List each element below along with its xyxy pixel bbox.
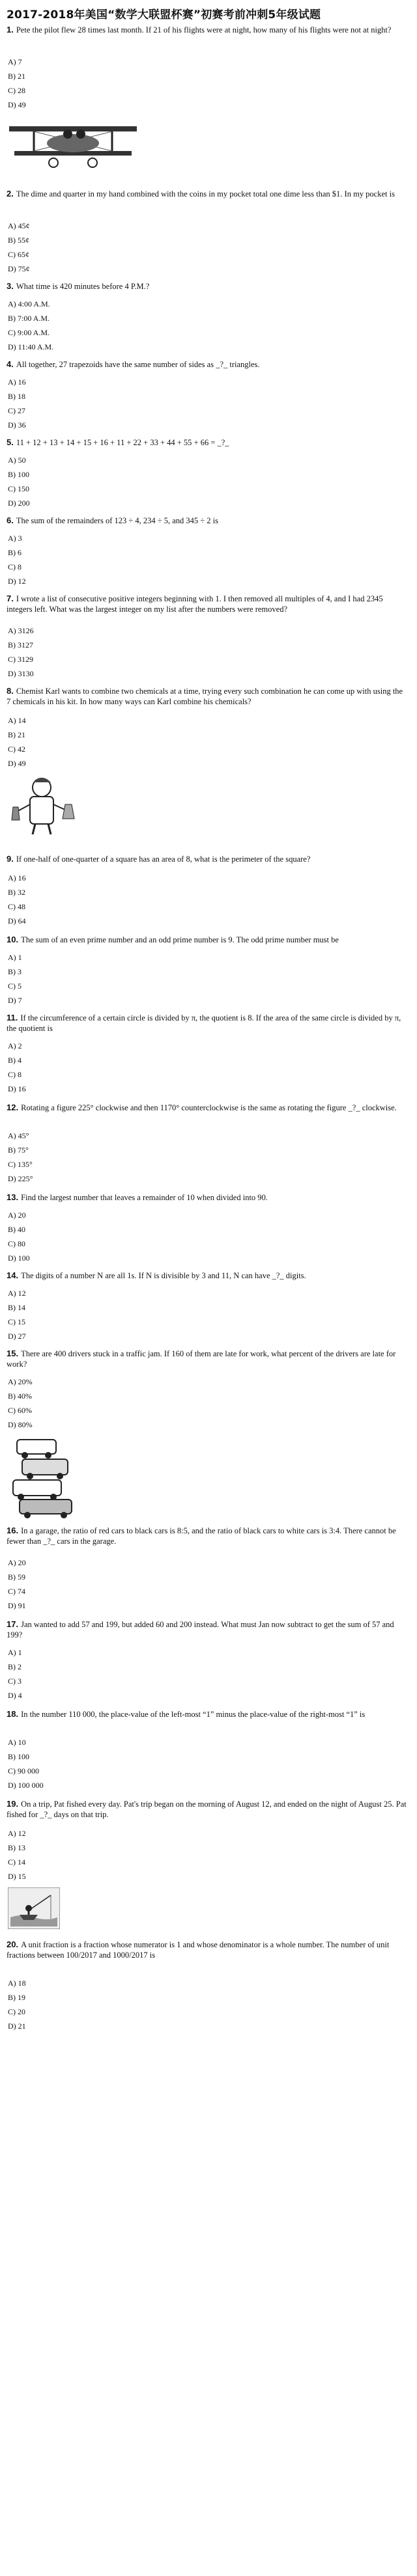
question-10 xyxy=(7,935,407,945)
option-d: D) 100 xyxy=(8,1254,30,1263)
option-a: A) 3126 xyxy=(8,626,34,635)
option-a: A) 18 xyxy=(8,1979,26,1988)
option-d: D) 75¢ xyxy=(8,264,30,273)
question-text: The sum of an even prime number and an odd prime number is 9. The odd prime number must be xyxy=(21,935,339,944)
question-number: 4. xyxy=(7,359,14,369)
question-text: In a garage, the ratio of red cars to black cars is 8:5, and the ratio of black cars to white cars is 3:4. There cannot be fewer than _?_ cars in the garage. xyxy=(7,1526,396,1546)
option-c: C) 135° xyxy=(8,1160,33,1169)
question-text: If one-half of one-quarter of a square has an area of 8, what is the perimeter of the square? xyxy=(16,855,311,864)
option-c: C) 3129 xyxy=(8,655,33,664)
option-b: B) 40% xyxy=(8,1391,32,1401)
option-d: D) 100 000 xyxy=(8,1781,44,1790)
option-a: A) 1 xyxy=(8,953,22,962)
option-a: A) 16 xyxy=(8,873,26,883)
option-a: A) 20 xyxy=(8,1558,26,1567)
question-16 xyxy=(7,1526,407,1546)
option-a: A) 20 xyxy=(8,1211,26,1220)
question-9 xyxy=(7,854,407,864)
chemist-illustration xyxy=(8,774,79,836)
question-14 xyxy=(7,1270,407,1281)
question-20 xyxy=(7,1939,407,1960)
question-number: 6. xyxy=(7,515,14,525)
question-text: Find the largest number that leaves a remainder of 10 when divided into 90. xyxy=(21,1193,268,1202)
question-number: 7. xyxy=(7,594,14,603)
traffic-jam-illustration xyxy=(8,1436,79,1519)
question-3 xyxy=(7,281,407,292)
option-b: B) 32 xyxy=(8,888,25,897)
option-a: A) 3 xyxy=(8,534,22,543)
option-a: A) 50 xyxy=(8,456,26,465)
option-d: D) 36 xyxy=(8,420,26,430)
option-a: A) 16 xyxy=(8,377,26,387)
question-number: 2. xyxy=(7,189,14,199)
question-17 xyxy=(7,1619,407,1640)
question-6 xyxy=(7,515,407,526)
question-5 xyxy=(7,437,407,448)
question-text: Rotating a figure 225° clockwise and then 1170° counterclockwise is the same as rotating the figure _?_ clockwise. xyxy=(21,1103,397,1112)
option-d: D) 49 xyxy=(8,100,26,109)
question-number: 8. xyxy=(7,686,14,696)
option-d: D) 4 xyxy=(8,1691,22,1700)
question-text: On a trip, Pat fished every day. Pat's trip began on the morning of August 12, and ended on the night of August 25. Pat fished for _?_ days on that trip. xyxy=(7,1800,407,1819)
option-d: D) 225° xyxy=(8,1174,33,1183)
option-b: B) 40 xyxy=(8,1225,25,1234)
option-c: C) 65¢ xyxy=(8,250,29,259)
option-d: D) 15 xyxy=(8,1872,26,1881)
question-number: 16. xyxy=(7,1526,19,1535)
option-b: B) 13 xyxy=(8,1843,25,1852)
option-b: B) 7:00 A.M. xyxy=(8,314,50,323)
question-text: I wrote a list of consecutive positive integers beginning with 1. I then removed all multiples of 4, and I had 2345 integers left. What was the largest integer on my list after the numbers were removed? xyxy=(7,594,383,614)
option-b: B) 21 xyxy=(8,72,25,81)
option-b: B) 14 xyxy=(8,1303,25,1312)
question-number: 3. xyxy=(7,281,14,291)
option-a: A) 7 xyxy=(8,57,22,66)
page-title: 2017-2018年美国“数学大联盟杯赛”初赛考前冲刺5年级试题 xyxy=(7,8,321,21)
option-b: B) 2 xyxy=(8,1662,22,1671)
question-19 xyxy=(7,1799,407,1820)
option-d: D) 21 xyxy=(8,2021,26,2031)
question-text: Chemist Karl wants to combine two chemicals at a time, trying every such combination he can come up with using the 7 chemicals in his kit. In how many ways can Karl combine his chemicals? xyxy=(7,687,403,706)
question-text: There are 400 drivers stuck in a traffic jam. If 160 of them are late for work, what percent of the drivers are late for work? xyxy=(7,1349,396,1369)
option-b: B) 3127 xyxy=(8,640,33,650)
question-text: A unit fraction is a fraction whose numerator is 1 and whose denominator is a whole number. The number of unit fractions between 100/2017 and 1000/2017 is xyxy=(7,1940,390,1960)
question-1 xyxy=(7,25,407,35)
option-c: C) 150 xyxy=(8,484,29,493)
question-18 xyxy=(7,1709,407,1720)
option-a: A) 4:00 A.M. xyxy=(8,299,50,308)
question-number: 19. xyxy=(7,1799,19,1809)
question-4 xyxy=(7,359,407,370)
option-b: B) 100 xyxy=(8,1752,29,1761)
question-text: Pete the pilot flew 28 times last month. If 21 of his flights were at night, how many of his flights were not at night? xyxy=(16,25,392,34)
option-d: D) 7 xyxy=(8,996,22,1005)
question-13 xyxy=(7,1192,407,1203)
question-2 xyxy=(7,189,407,199)
option-c: C) 14 xyxy=(8,1857,25,1867)
option-c: C) 27 xyxy=(8,406,25,415)
question-text: If the circumference of a certain circle is divided by π, the quotient is 8. If the area of the same circle is divided by π, the quotient is xyxy=(7,1013,401,1033)
option-b: B) 3 xyxy=(8,967,22,976)
option-d: D) 27 xyxy=(8,1332,26,1341)
option-d: D) 91 xyxy=(8,1601,26,1610)
question-11 xyxy=(7,1013,407,1034)
option-b: B) 55¢ xyxy=(8,236,29,245)
question-number: 18. xyxy=(7,1709,19,1719)
option-d: D) 49 xyxy=(8,759,26,768)
option-b: B) 59 xyxy=(8,1572,25,1582)
option-d: D) 200 xyxy=(8,499,30,508)
question-12 xyxy=(7,1103,407,1113)
question-number: 11. xyxy=(7,1013,18,1022)
option-c: C) 5 xyxy=(8,981,22,991)
question-number: 13. xyxy=(7,1192,19,1202)
question-text: The sum of the remainders of 123 ÷ 4, 234 ÷ 5, and 345 ÷ 2 is xyxy=(16,516,218,525)
question-text: All together, 27 trapezoids have the same number of sides as _?_ triangles. xyxy=(16,360,260,369)
option-c: C) 60% xyxy=(8,1406,32,1415)
question-number: 15. xyxy=(7,1349,19,1358)
option-d: D) 11:40 A.M. xyxy=(8,342,54,351)
option-b: B) 100 xyxy=(8,470,29,479)
option-b: B) 6 xyxy=(8,548,22,557)
option-a: A) 14 xyxy=(8,716,26,725)
question-number: 5. xyxy=(7,437,14,447)
option-c: C) 3 xyxy=(8,1677,22,1686)
question-number: 14. xyxy=(7,1270,19,1280)
option-c: C) 9:00 A.M. xyxy=(8,328,50,337)
option-a: A) 1 xyxy=(8,1648,22,1657)
option-c: C) 42 xyxy=(8,745,25,754)
option-c: C) 90 000 xyxy=(8,1766,39,1775)
question-15 xyxy=(7,1349,407,1369)
option-c: C) 8 xyxy=(8,1070,22,1079)
option-a: A) 2 xyxy=(8,1041,22,1050)
option-b: B) 4 xyxy=(8,1056,22,1065)
question-7 xyxy=(7,594,407,614)
option-c: C) 28 xyxy=(8,86,25,95)
question-text: Jan wanted to add 57 and 199, but added 60 and 200 instead. What must Jan now subtract to get the sum of 57 and 199? xyxy=(7,1620,394,1639)
option-a: A) 20% xyxy=(8,1377,33,1386)
question-text: What time is 420 minutes before 4 P.M.? xyxy=(16,282,150,291)
option-a: A) 12 xyxy=(8,1829,26,1838)
option-d: D) 3130 xyxy=(8,669,34,678)
option-a: A) 45¢ xyxy=(8,221,30,230)
question-8 xyxy=(7,686,407,707)
option-b: B) 21 xyxy=(8,730,25,739)
question-number: 1. xyxy=(7,25,14,34)
option-a: A) 10 xyxy=(8,1738,26,1747)
option-d: D) 80% xyxy=(8,1420,33,1429)
option-d: D) 16 xyxy=(8,1084,26,1093)
question-number: 20. xyxy=(7,1939,19,1949)
option-c: C) 15 xyxy=(8,1317,25,1326)
question-number: 12. xyxy=(7,1103,19,1112)
option-c: C) 8 xyxy=(8,562,22,571)
option-c: C) 20 xyxy=(8,2007,25,2016)
question-text: The dime and quarter in my hand combined with the coins in my pocket total one dime less than $1. In my pocket is xyxy=(16,189,395,199)
question-text: In the number 110 000, the place-value of the left-most “1” minus the place-value of the right-most “1” is xyxy=(21,1710,366,1719)
question-number: 17. xyxy=(7,1619,19,1629)
option-b: B) 19 xyxy=(8,1993,25,2002)
option-d: D) 64 xyxy=(8,916,26,925)
question-number: 9. xyxy=(7,854,14,864)
fishing-illustration xyxy=(8,1887,60,1929)
question-text: 11 + 12 + 13 + 14 + 15 + 16 + 11 + 22 + 33 + 44 + 55 + 66 = _?_ xyxy=(16,438,229,447)
question-number: 10. xyxy=(7,935,19,944)
option-a: A) 12 xyxy=(8,1289,26,1298)
biplane-illustration xyxy=(8,117,138,169)
option-c: C) 74 xyxy=(8,1587,25,1596)
option-a: A) 45° xyxy=(8,1131,29,1140)
question-text: The digits of a number N are all 1s. If N is divisible by 3 and 11, N can have _?_ digits. xyxy=(21,1271,306,1280)
option-d: D) 12 xyxy=(8,577,26,586)
option-b: B) 18 xyxy=(8,392,25,401)
option-c: C) 48 xyxy=(8,902,25,911)
option-c: C) 80 xyxy=(8,1239,25,1248)
option-b: B) 75° xyxy=(8,1145,29,1155)
